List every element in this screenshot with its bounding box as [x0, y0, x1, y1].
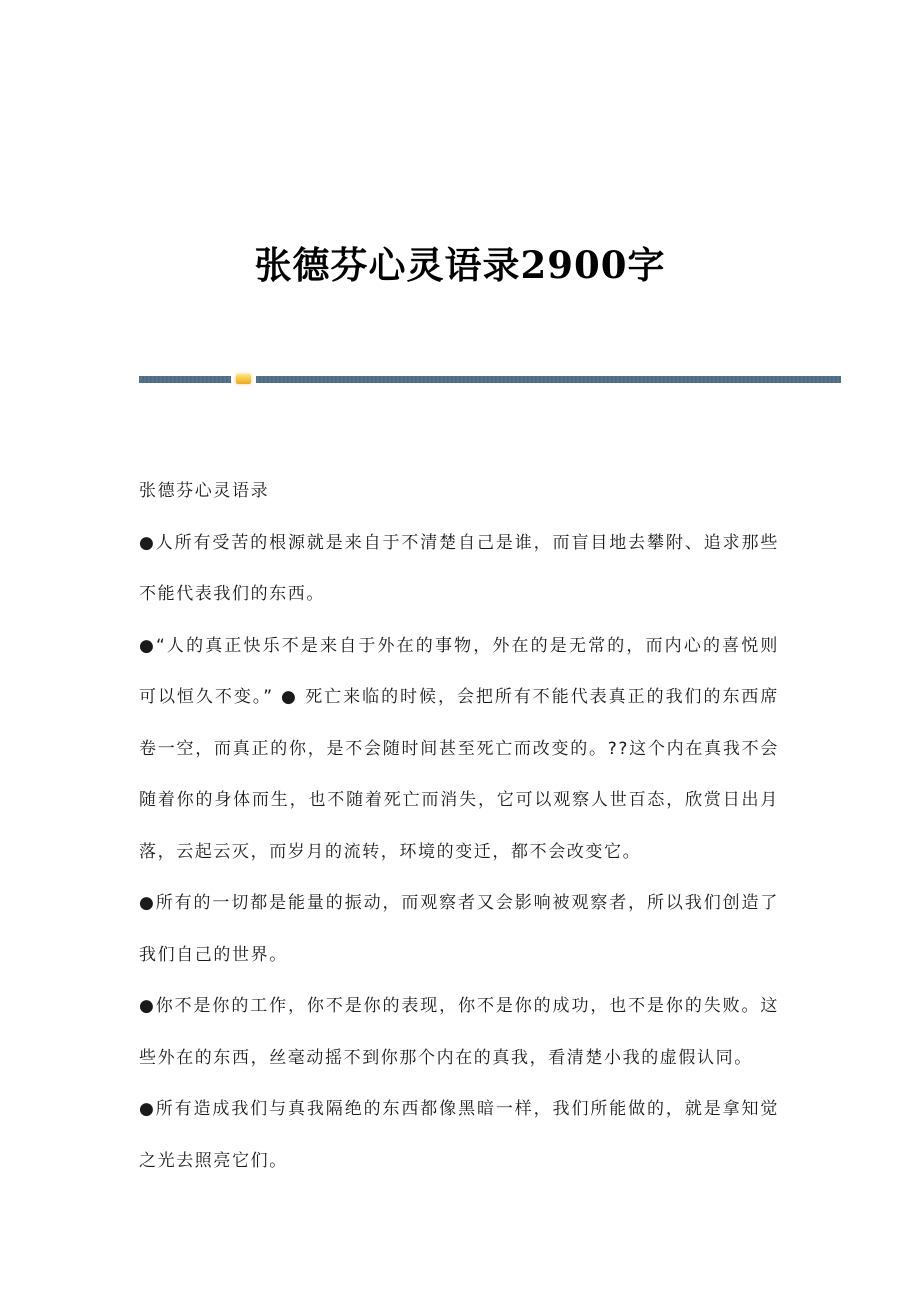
page-title: 张德芬心灵语录2900字	[254, 242, 666, 287]
quote-paragraph: ●“人的真正快乐不是来自于外在的事物，外在的是无常的，而内心的喜悦则可以恒久不变。” ● 死亡来临的时候，会把所有不能代表真正的我们的东西席卷一空，而真正的你，是不会随时间甚至死亡而改变的。??这个内在真我不会随着你的身体而生，也不随着死亡而消失，它可以观察人世百态，欣赏日出月落，云起云灭，而岁月的流转，环境的变迁，都不会改变它。	[139, 635, 779, 862]
divider-bar-left	[139, 376, 231, 383]
section-subtitle: 张德芬心灵语录	[139, 481, 270, 501]
title-divider	[139, 376, 841, 384]
document-body	[139, 466, 779, 1187]
quote-paragraph: ●你不是你的工作，你不是你的表现，你不是你的成功，也不是你的失败。这些外在的东西，丝毫动摇不到你那个内在的真我，看清楚小我的虚假认同。	[139, 996, 779, 1068]
gold-envelope-emblem-icon	[236, 374, 251, 384]
quote-paragraph: ●所有造成我们与真我隔绝的东西都像黑暗一样，我们所能做的，就是拿知觉之光去照亮它们。	[139, 1099, 779, 1171]
divider-bar-right	[256, 376, 841, 383]
quote-paragraph: ●人所有受苦的根源就是来自于不清楚自己是谁，而盲目地去攀附、追求那些不能代表我们的东西。	[139, 532, 779, 604]
quote-paragraph: ●所有的一切都是能量的振动，而观察者又会影响被观察者，所以我们创造了我们自己的世界。	[139, 893, 779, 965]
